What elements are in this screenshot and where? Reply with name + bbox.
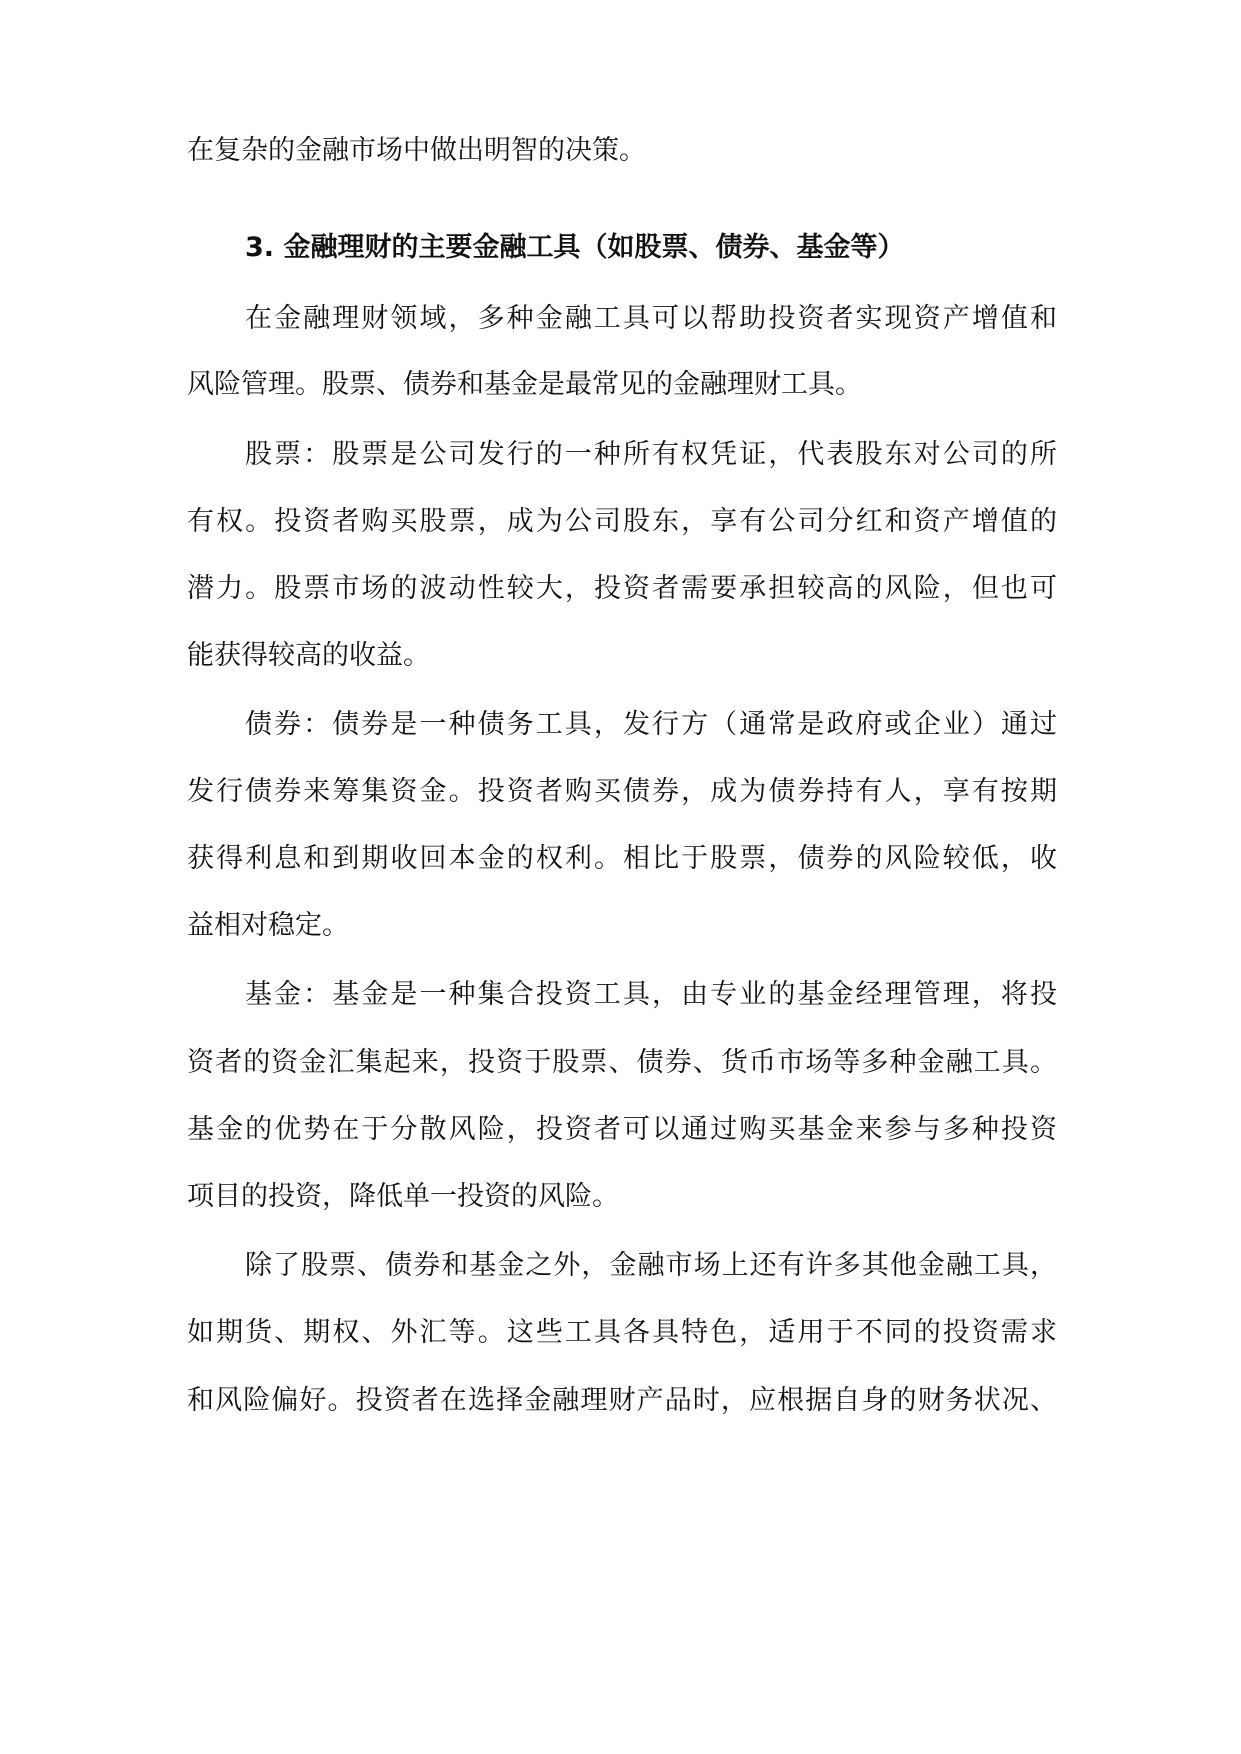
funds-paragraph-line: 基金：基金是一种集合投资工具，由专业的基金经理管理，将投 [245,979,1057,1010]
paragraph-end-line: 在复杂的金融市场中做出明智的决策。 [187,135,646,166]
intro-paragraph-line: 在金融理财领域，多种金融工具可以帮助投资者实现资产增值和 [245,303,1057,334]
stocks-paragraph-line: 潜力。股票市场的波动性较大，投资者需要承担较高的风险，但也可 [187,573,1057,604]
stocks-paragraph-line: 股票：股票是公司发行的一种所有权凭证，代表股东对公司的所 [245,439,1057,470]
bonds-paragraph-line: 获得利息和到期收回本金的权利。相比于股票，债券的风险较低，收 [187,843,1057,874]
other-tools-paragraph-line: 如期货、期权、外汇等。这些工具各具特色，适用于不同的投资需求 [187,1317,1057,1348]
other-tools-paragraph-line: 和风险偏好。投资者在选择金融理财产品时，应根据自身的财务状况、 [187,1385,1057,1416]
intro-paragraph-line: 风险管理。股票、债券和基金是最常见的金融理财工具。 [187,369,862,400]
funds-paragraph-line: 基金的优势在于分散风险，投资者可以通过购买基金来参与多种投资 [187,1114,1057,1145]
other-tools-paragraph-line: 除了股票、债券和基金之外，金融市场上还有许多其他金融工具， [245,1250,1057,1281]
funds-paragraph-line: 项目的投资，降低单一投资的风险。 [187,1181,619,1212]
stocks-paragraph-line: 能获得较高的收益。 [187,640,430,671]
bonds-paragraph-line: 债券：债券是一种债务工具，发行方（通常是政府或企业）通过 [245,709,1057,740]
section-heading: 3. 金融理财的主要金融工具（如股票、债券、基金等） [245,232,905,263]
stocks-paragraph-line: 有权。投资者购买股票，成为公司股东，享有公司分红和资产增值的 [187,506,1057,537]
funds-paragraph-line: 资者的资金汇集起来，投资于股票、债券、货币市场等多种金融工具。 [187,1047,1057,1078]
bonds-paragraph-line: 益相对稳定。 [187,910,349,941]
bonds-paragraph-line: 发行债券来筹集资金。投资者购买债券，成为债券持有人，享有按期 [187,776,1057,807]
